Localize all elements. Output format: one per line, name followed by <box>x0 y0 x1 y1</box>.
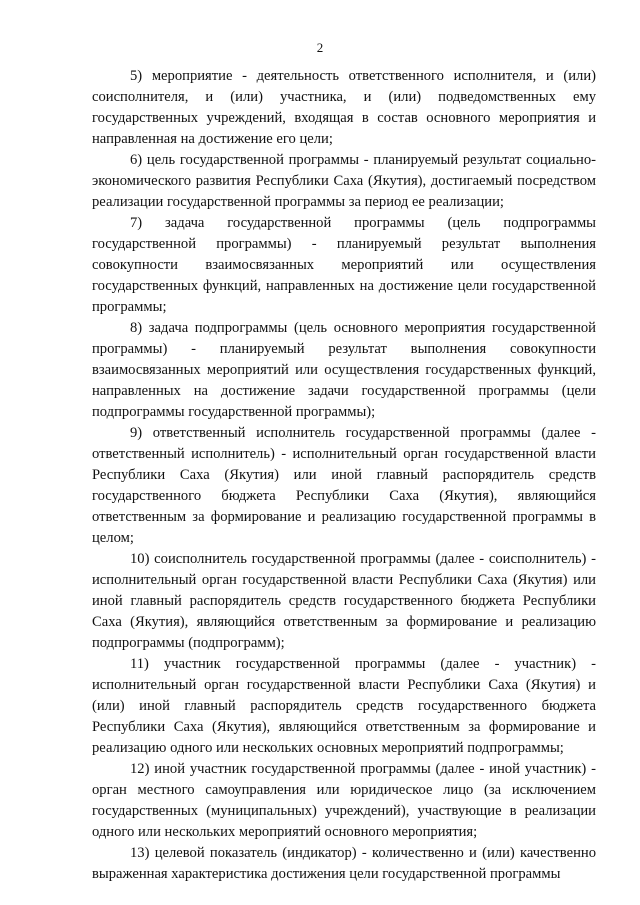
definition-paragraph-12: 12) иной участник государственной программы (далее - иной участник) - орган местного самоуправления или юридическое лицо (за исключением государственных (муниципальных) учреждений), участвующие в реализации одного или нескольких мероприятий основного мероприятия; <box>92 761 596 840</box>
definition-paragraph-8: 8) задача подпрограммы (цель основного мероприятия государственной программы) - планируемый результат выполнения совокупности взаимосвязанных мероприятий или осуществления государственных функций, направленных на достижение задачи государственной программы (цели подпрограммы государственной программы); <box>92 320 596 420</box>
definition-paragraph-13: 13) целевой показатель (индикатор) - количественно и (или) качественно выраженная характеристика достижения цели государственной программы <box>92 845 596 882</box>
definition-paragraph-5: 5) мероприятие - деятельность ответственного исполнителя, и (или) соисполнителя, и (или) участника, и (или) подведомственных ему государственных учреждений, входящая в состав основного мероприятия и направленная на достижение его цели; <box>92 68 596 147</box>
definition-paragraph-11: 11) участник государственной программы (далее - участник) - исполнительный орган государственной власти Республики Саха (Якутия) и (или) иной главный распорядитель средств государственного бюджета Республики Саха (Якутия), являющийся ответственным за формирование и реализацию одного или нескольких основных мероприятий подпрограммы; <box>92 656 596 756</box>
page-number: 2 <box>316 40 324 55</box>
definition-paragraph-9: 9) ответственный исполнитель государственной программы (далее - ответственный исполнитель) - исполнительный орган государственной власти Республики Саха (Якутия) или иной главный распорядитель средств государственного бюджета Республики Саха (Якутия), являющийся ответственным за формирование и реализацию государственной программы в целом; <box>92 425 596 546</box>
definition-paragraph-6: 6) цель государственной программы - планируемый результат социально-экономического развития Республики Саха (Якутия), достигаемый посредством реализации государственной программы за период ее реализации; <box>92 152 596 210</box>
definition-paragraph-10: 10) соисполнитель государственной программы (далее - соисполнитель) - исполнительный орган государственной власти Республики Саха (Якутия) или иной главный распорядитель средств государственного бюджета Республики Саха (Якутия), являющийся ответственным за формирование и реализацию подпрограммы (подпрограмм); <box>92 551 596 651</box>
document-body <box>92 66 596 885</box>
definition-paragraph-7: 7) задача государственной программы (цель подпрограммы государственной программы) - планируемый результат выполнения совокупности взаимосвязанных мероприятий или осуществления государственных функций, направленных на достижение цели государственной программы; <box>92 215 596 315</box>
